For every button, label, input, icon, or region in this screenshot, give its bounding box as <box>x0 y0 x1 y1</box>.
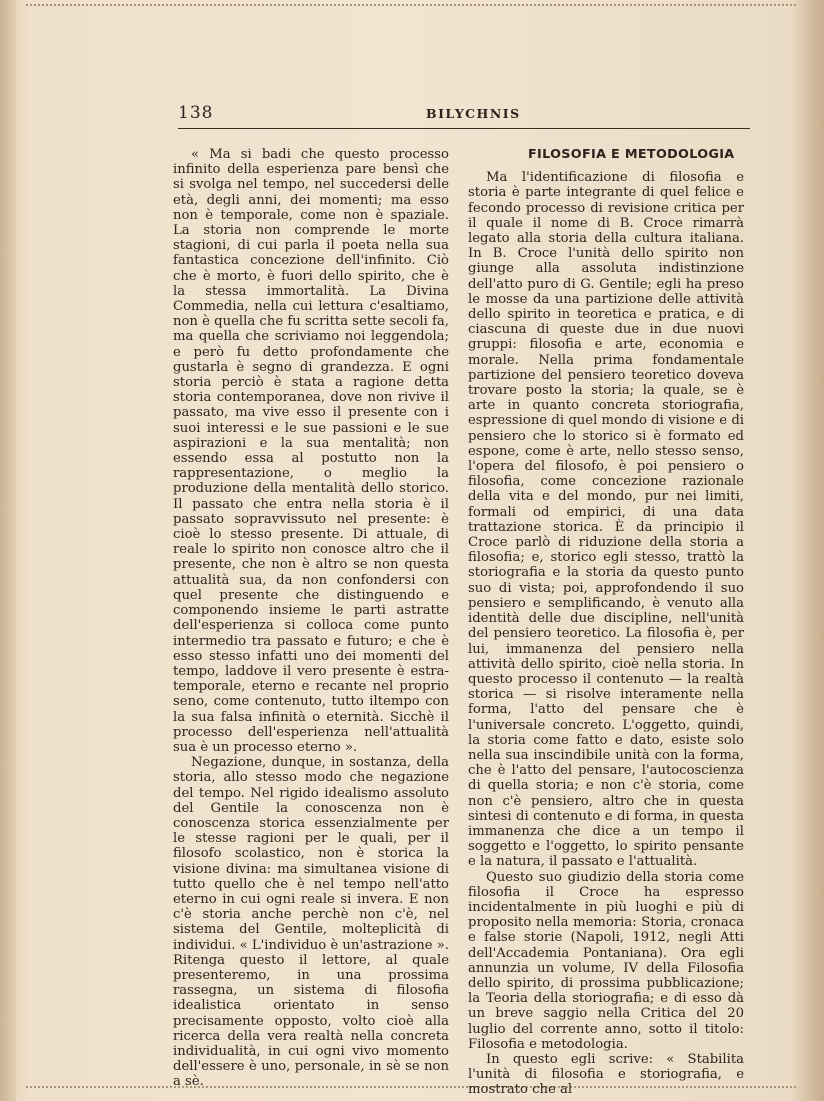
binding-edge <box>0 0 16 1101</box>
page-edge-shadow <box>792 0 824 1101</box>
left-paragraph-2: Negazione, dunque, in sostanza, della storia, allo stesso modo che negazione del tempo. Nel rigido idealismo assoluto del Gentile la conoscenza non è conoscenza storica essenzialmente per le stesse ragioni per le quali, per il filosofo scolastico, non è storica la visione divina: ma simultanea visione di tutto quello che è nel tempo nell'atto eterno in cui ogni reale si invera. E non c'è storia anche perchè non c'è, nel sistema del Gentile, molteplicità di individui. « L'individuo è un'astrazione ». Ritenga questo il lettore, al quale presenteremo, in una prossima rassegna, un sistema di filosofia idealistica orientato in senso precisamente opposto, volto cioè alla ricerca della vera realtà nella concreta individualità, in cui ogni vivo momento dell'essere è uno, personale, in sè se non a sè. <box>173 755 449 1090</box>
running-head: BILYCHNIS <box>426 106 521 121</box>
top-page-border <box>26 4 796 7</box>
right-column <box>468 147 744 1098</box>
left-paragraph-1: « Ma si badi che questo processo infinito della esperienza pare bensì che si svolga nel tempo, nel succedersi delle età, degli anni, dei momenti; ma esso non è temporale, come non è spaziale. La storia non comprende le morte stagioni, di cui parla il poeta nella sua fantastica concezione dell'infinito. Ciò che è morto, è fuori dello spirito, che è la stessa immortalità. La Divina Commedia, nella cui lettura c'esaltiamo, non è quella che fu scritta sette secoli fa, ma quella che scriviamo noi leggendola; e però fu detto profondamente che gustarla è segno di grandezza. E ogni storia perciò è stata a ragione detta storia contemporanea, dove non rivive il passato, ma vive esso il presente con i suoi interessi e le sue passioni e le sue aspirazioni e la sua mentalità; non essendo essa al postutto non la rappresentazione, o meglio la produzione della mentalità dello storico. Il passato che entra nella storia è il passato sopravvissuto nel presente: è cioè lo stesso presente. Di attuale, di reale lo spirito non conosce altro che il presente, che non è altro se non questa attualità sua, da non confondersi con quel presente che distinguendo e componendo insieme le parti astratte dell'esperienza si colloca come punto intermedio tra passato e futuro; e che è esso stesso infatti uno dei momenti del tempo, laddove il vero presente è estra-temporale, eterno e recante nel proprio seno, come contenuto, tutto iltempo con la sua falsa infinità o eternità. Sicchè il processo dell'esperienza nell'attualità sua è un processo eterno ». <box>173 147 449 755</box>
right-paragraph-3: In questo egli scrive: « Stabilita l'unità di filosofia e storiografia, e mostrato che al <box>468 1051 744 1098</box>
page-header <box>178 103 750 129</box>
right-paragraph-1: Ma l'identificazione di filosofia e storia è parte integrante di quel felice e fecondo processo di revisione critica per il quale il nome di B. Croce rimarrà legato alla storia della cultura italiana. In B. Croce l'unità dello spirito non giunge alla assoluta indistinzione dell'atto puro di G. Gentile; egli ha preso le mosse da una partizione delle attività dello spirito in teoretica e pratica, e di ciascuna di queste due in due nuovi gruppi: filosofia e arte, economia e morale. Nella prima fondamentale partizione del pensiero teoretico doveva trovare posto la storia; la quale, se è arte in quanto concreta storiografia, espressione di quel mondo di visione e di pensiero che lo storico si è formato ed espone, come è arte, nello stesso senso, l'opera del filosofo, è poi pensiero o filosofia, come concezione razionale della vita e del mondo, pur nei limiti, formali od empirici, di una data trattazione storica. È da principio il Croce parlò di riduzione della storia a filosofia; e, storico egli stesso, trattò la storiografia e la storia da questo punto suo di vista; poi, approfondendo il suo pensiero e semplificando, è venuto alla identità delle due discipline, nell'unità del pensiero teoretico. La filosofia è, per lui, immanenza del pensiero nella attività dello spirito, cioè nella storia. In questo processo il contenuto — la realtà storica — si risolve interamente nella forma, l'atto del pensare che è l'universale concreto. L'oggetto, quindi, la storia come fatto e dato, esiste solo nella sua inscindibile unità con la forma, che è l'atto del pensare, l'autocoscienza di quella storia; e non c'è storia, come non c'è pensiero, altro che in questa sintesi di contenuto e di forma, in questa immanenza che dice a un tempo il soggetto e l'oggetto, lo spirito pensante e la natura, il passato e l'attualità. <box>468 170 744 870</box>
page-number: 138 <box>178 103 214 123</box>
header-rule <box>178 128 750 129</box>
right-paragraph-2: Questo suo giudizio della storia come filosofia il Croce ha espresso incidentalmente in più luoghi e più di proposito nella memoria: Storia, cronaca e false storie (Napoli, 1912, negli Atti dell'Accademia Pontaniana). Ora egli annunzia un volume, IV della Filosofia dello spirito, di prossima pubblicazione; la Teoria della storiografia; e di esso dà un breve saggio nella Critica del 20 luglio del corrente anno, sotto il titolo: Filosofia e metodologia. <box>468 869 744 1052</box>
left-column <box>173 147 449 1090</box>
section-title: FILOSOFIA E METODOLOGIA <box>528 147 735 162</box>
